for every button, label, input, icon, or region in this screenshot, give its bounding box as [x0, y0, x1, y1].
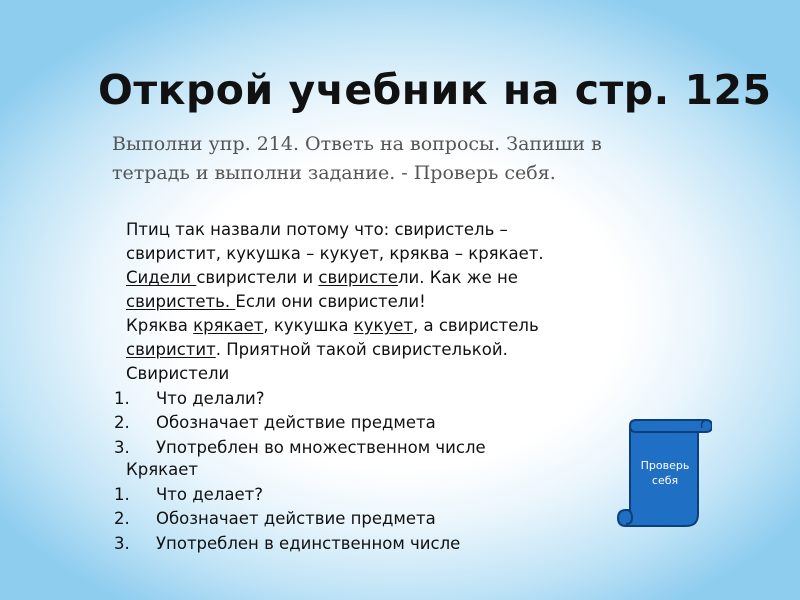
check-yourself-button[interactable] — [616, 418, 712, 528]
text-fragment: Если они свиристели! — [235, 292, 426, 311]
list-text: Обозначает действие предмета — [156, 509, 436, 528]
list-number: 2. — [114, 509, 130, 528]
check-label-line-2: себя — [651, 474, 679, 487]
underlined-word: свиристе — [318, 268, 398, 287]
list-sviristeli — [114, 362, 594, 460]
underlined-word: Сидели — [126, 268, 197, 287]
list-item — [114, 436, 594, 461]
list-number: 1. — [114, 388, 130, 408]
list-number: 3. — [114, 533, 130, 553]
list-text: Что делает? — [156, 484, 264, 504]
answer-text — [126, 218, 606, 362]
list-item — [114, 387, 594, 412]
answer-line-6 — [126, 338, 606, 362]
answer-line-1: Птиц так назвали потому что: свиристель – — [126, 220, 508, 239]
list-kryakaet — [114, 458, 594, 556]
list-text: Обозначает действие предмета — [156, 413, 436, 432]
list-number: 2. — [114, 413, 130, 432]
text-fragment: . Приятной такой свиристелькой. — [215, 340, 508, 359]
list-item — [114, 483, 594, 508]
text-fragment: ли. Как же не — [397, 268, 518, 287]
list-heading: Свиристели — [126, 364, 230, 383]
check-yourself-label — [630, 458, 700, 488]
underlined-word: свиристит — [126, 340, 216, 359]
underlined-word: крякает — [193, 316, 264, 335]
underlined-word: кукует — [353, 316, 413, 335]
answer-line-5 — [126, 314, 606, 338]
answer-line-3 — [126, 266, 606, 290]
text-fragment: , кукушка — [263, 316, 354, 335]
answer-line-4 — [126, 290, 606, 314]
text-fragment: , а свиристель — [413, 316, 539, 335]
list-text: Употреблен в единственном числе — [156, 533, 461, 553]
list-text: Что делали? — [156, 388, 265, 408]
answer-line-2: свиристит, кукушка – кукует, кряква – крякает. — [126, 244, 544, 263]
text-fragment: Кряква — [126, 316, 194, 335]
underlined-word: свиристеть. — [126, 292, 236, 311]
text-fragment: свиристели и — [196, 268, 319, 287]
list-number: 1. — [114, 484, 130, 504]
list-item — [114, 532, 594, 557]
list-item — [114, 507, 594, 532]
list-heading: Крякает — [126, 460, 198, 479]
list-text: Употреблен во множественном числе — [156, 437, 486, 457]
task-instructions: Выполни упр. 214. Ответь на вопросы. Запиши в тетрадь и выполни задание. - Проверь себя. — [112, 133, 602, 184]
list-item — [114, 411, 594, 436]
page-title: Открой учебник на стр. 125 — [98, 66, 772, 114]
list-number: 3. — [114, 437, 130, 457]
check-label-line-1: Проверь — [640, 459, 690, 472]
